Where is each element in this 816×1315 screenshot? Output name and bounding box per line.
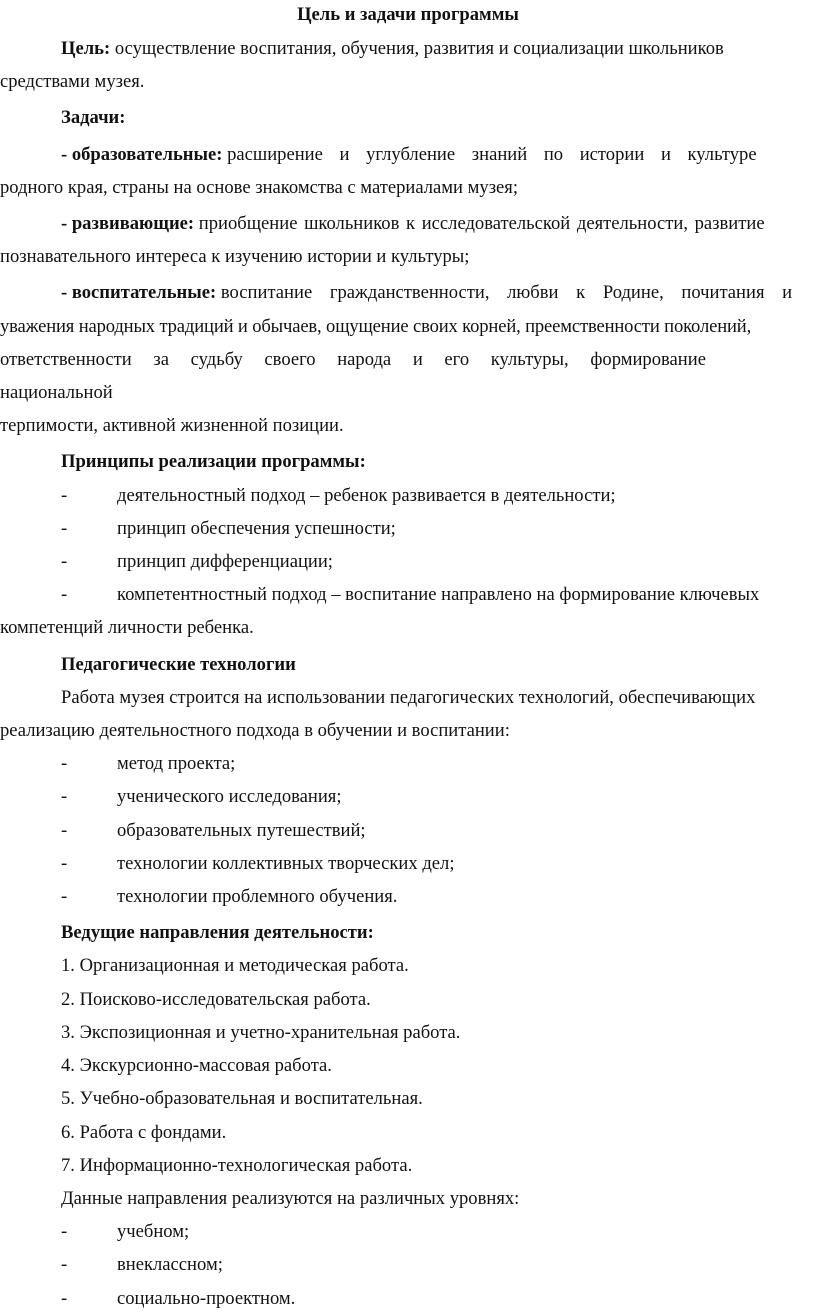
principle-item-4: компетентностный подход – воспитание направлено на формирование ключевых — [117, 584, 760, 606]
level-item-2: внеклассном; — [117, 1254, 223, 1276]
level-item-1: учебном; — [117, 1221, 190, 1243]
list-item — [0, 578, 816, 611]
technology-item-3: образовательных путешествий; — [117, 819, 366, 841]
task-developing-cont: познавательного интереса к изучению истории и культуры; — [0, 246, 470, 268]
list-marker: - — [61, 786, 68, 808]
list-item — [0, 545, 816, 578]
task-upbringing-cont-3: терпимости, активной жизненной позиции. — [0, 415, 344, 437]
list-item — [0, 880, 816, 913]
list-item — [0, 512, 816, 545]
goal-text-2: средствами музея. — [0, 71, 145, 93]
direction-item-7: 7. Информационно-технологическая работа. — [61, 1154, 413, 1176]
direction-item-5: 5. Учебно-образовательная и воспитательная. — [61, 1088, 423, 1110]
list-marker: - — [61, 1221, 68, 1243]
list-item — [0, 1215, 816, 1248]
principle-item-1: деятельностный подход – ребенок развивается в деятельности; — [117, 484, 616, 506]
task-educational-text: расширение и углубление знаний по истории и культуре — [227, 143, 757, 165]
technology-item-1: метод проекта; — [117, 753, 236, 775]
direction-item-3: 3. Экспозиционная и учетно-хранительная работа. — [61, 1021, 461, 1043]
level-item-3: социально-проектном. — [117, 1287, 296, 1309]
page-title: Цель и задачи программы — [297, 4, 519, 25]
principles-heading — [0, 445, 816, 478]
technologies-intro-1: Работа музея строится на использовании педагогических технологий, обеспечивающих — [61, 686, 756, 708]
principle-item-2: принцип обеспечения успешности; — [117, 517, 396, 539]
list-item — [0, 847, 816, 880]
task-educational-label: - образовательные: — [61, 143, 223, 165]
list-marker: - — [61, 517, 68, 539]
list-item — [0, 1248, 816, 1281]
list-item — [0, 780, 816, 813]
task-upbringing-label: - воспитательные: — [61, 282, 217, 304]
task-upbringing-cont-2: ответственности за судьбу своего народа и его культуры, формирование национальной — [0, 348, 706, 404]
tasks-heading — [0, 101, 816, 134]
directions-heading-text: Ведущие направления деятельности: — [61, 922, 374, 944]
goal-paragraph — [0, 32, 816, 65]
list-marker: - — [61, 484, 68, 506]
task-developing-label: - развивающие: — [61, 213, 195, 235]
task-developing-text: приобщение школьников к исследовательской деятельности, развитие — [198, 213, 765, 235]
task-upbringing-cont-1: уважения народных традиций и обычаев, ощущение своих корней, преемственности поколений, — [0, 315, 752, 337]
task-educational — [0, 138, 816, 171]
task-upbringing-text: воспитание гражданственности, любви к Родине, почитания и — [220, 282, 793, 304]
task-upbringing — [0, 276, 816, 309]
technology-item-2: ученического исследования; — [117, 786, 342, 808]
task-developing — [0, 207, 816, 240]
list-marker: - — [61, 753, 68, 775]
technologies-intro-2: реализацию деятельностного подхода в обучении и воспитании: — [0, 720, 510, 742]
technology-item-5: технологии проблемного обучения. — [117, 886, 398, 908]
list-item — [0, 747, 816, 780]
list-marker: - — [61, 551, 68, 573]
list-marker: - — [61, 886, 68, 908]
technologies-heading — [0, 648, 816, 681]
levels-intro: Данные направления реализуются на различных уровнях: — [61, 1187, 520, 1209]
technology-item-4: технологии коллективных творческих дел; — [117, 852, 455, 874]
goal-text-1: осуществление воспитания, обучения, развития и социализации школьников — [114, 38, 724, 59]
directions-heading — [0, 916, 816, 949]
principles-heading-text: Принципы реализации программы: — [61, 451, 366, 473]
principle-item-3: принцип дифференциации; — [117, 551, 333, 573]
technologies-heading-text: Педагогические технологии — [61, 653, 296, 675]
direction-item-2: 2. Поисково-исследовательская работа. — [61, 988, 371, 1010]
list-item — [0, 1282, 816, 1315]
direction-item-4: 4. Экскурсионно-массовая работа. — [61, 1055, 332, 1077]
list-marker: - — [61, 1287, 68, 1309]
direction-item-1: 1. Организационная и методическая работа. — [61, 955, 409, 977]
list-marker: - — [61, 819, 68, 841]
task-educational-cont: родного края, страны на основе знакомства с материалами музея; — [0, 176, 519, 198]
tasks-heading-text: Задачи: — [61, 107, 126, 129]
list-marker: - — [61, 584, 68, 606]
list-marker: - — [61, 852, 68, 874]
principle-item-4-cont: компетенций личности ребенка. — [0, 617, 254, 639]
goal-label: Цель: — [61, 38, 111, 59]
list-marker: - — [61, 1254, 68, 1276]
list-item — [0, 814, 816, 847]
list-item — [0, 479, 816, 512]
direction-item-6: 6. Работа с фондами. — [61, 1121, 227, 1143]
